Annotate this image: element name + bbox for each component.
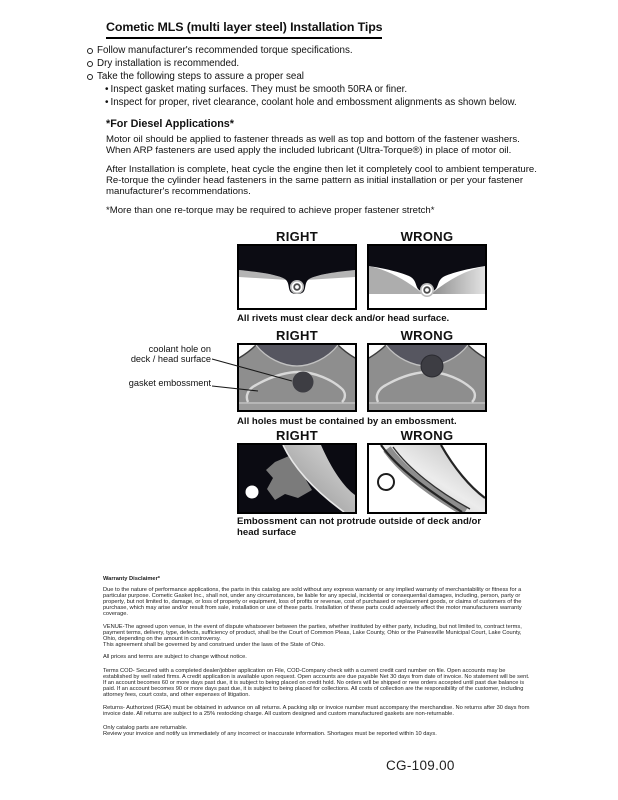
deck-edge-right-illustration [239,445,355,512]
right-label-row2: RIGHT [276,328,318,343]
right-label-row1: RIGHT [276,229,318,244]
wrong-label-row3: WRONG [400,428,454,443]
dot-bullet-icon: • [105,97,109,108]
deck-edge-wrong-diagram [367,443,487,514]
tip-subtext: Inspect for proper, rivet clearance, coolant hole and embossment alignments as shown below. [110,97,517,108]
diesel-heading: *For Diesel Applications* [106,118,234,130]
embossment-right-diagram [237,343,357,412]
embossment-wrong-diagram [367,343,487,412]
page-code: CG-109.00 [386,758,455,773]
tips-list [87,44,557,109]
diesel-paragraph-1: Motor oil should be applied to fastener threads as well as top and bottom of the fastener washers. When ARP fasteners are used apply the included lubricant (Ultra-Torque®) in place of motor oil. [106,134,520,156]
wrong-label-row1: WRONG [400,229,454,244]
tip-text: Take the following steps to assure a proper seal [97,71,304,82]
circle-bullet-icon [87,61,93,67]
embossment-right-illustration [239,345,355,410]
prices-clause: All prices and terms are subject to change without notice. [103,653,247,660]
terms-cod-clause: Terms COD- Secured with a completed dealer/jobber application on File, COD-Company check with a current credit card number on file. Open accounts may be established by well rated firms. A credit application is available upon request. Open accounts are due payable Net 30 days from date of invoice. No statement will be sent. If an account becomes 60 or more days past due, it is subject to being placed on credit hold. No orders will be shipped or new orders accepted until past due balance is paid. If an account becomes 90 or more days past due, it is subject to being placed for collections. All costs of collection are the responsibility of the customer, including attorney fees, court costs, and other expenses of litigation. [103,668,530,699]
rivet-right-illustration [239,246,355,308]
deck-edge-right-diagram [237,443,357,514]
circle-bullet-icon [87,74,93,80]
embossment-wrong-illustration [369,345,485,410]
dot-bullet-icon: • [105,84,109,95]
tip-text: Follow manufacturer's recommended torque specifications. [97,45,353,56]
warranty-disclaimer: Due to the nature of performance applications, the parts in this catalog are sold without any express warranty or any implied warranty of merchantability or fitness for a particular purpose. Cometic Gasket Inc., shall not, under any circumstances, be liable for any special, incidental or consequential damages, including, person, party or property, but not limited to, damage, or loss of property or equipment, loss of profits or revenue, cost of purchased or replacement goods, or claims of customers of the purchase, which may arise and/or result from sale, installation or use of these parts. Installation of these parts could adversely affect the motor manufacturers warranty coverage. [103,587,522,618]
tip-row [87,70,557,83]
tip-subrow [105,96,557,109]
deck-edge-wrong-illustration [369,445,485,512]
tip-subtext: Inspect gasket mating surfaces. They must be smooth 50RA or finer. [110,84,408,95]
venue-clause: VENUE-The agreed upon venue, in the event of dispute whatsoever between the parties, whether instituted by either party, including, but not limited to, contract terms, payment terms, delivery, type, defects, sufficiency of product, shall be the Court of Common Pleas, Lake County, Ohio or the Painesville Municipal Court, Lake County, Ohio, depending on the amount in controversy. [103,623,522,642]
right-label-row3: RIGHT [276,428,318,443]
rivet-wrong-diagram [367,244,487,310]
row2-caption: All holes must be contained by an embossment. [237,416,457,427]
rivet-wrong-illustration [369,246,485,308]
diesel-paragraph-2: After Installation is complete, heat cycle the engine then let it completely cool to ambient temperature. Re-torque the cylinder head fasteners in the same pattern as initial installation or per your fastener manufacturer's recommendations. [106,164,537,197]
warranty-heading: Warranty Disclaimer* [103,576,161,582]
coolant-hole-callout-line2: deck / head surface [130,354,211,364]
tip-subrow [105,83,557,96]
rivet-right-diagram [237,244,357,310]
row3-caption: Embossment can not protrude outside of deck and/or head surface [237,516,482,538]
row1-caption: All rivets must clear deck and/or head surface. [237,313,450,324]
review-invoice-clause: Review your invoice and notify us immediately of any incorrect or inaccurate information. Shortages must be reported within 10 days. [103,730,437,737]
catalog-parts-clause: Only catalog parts are returnable. [103,724,188,731]
tip-text: Dry installation is recommended. [97,58,240,69]
page-title: Cometic MLS (multi layer steel) Installation Tips [106,20,382,39]
tip-row [87,44,557,57]
circle-bullet-icon [87,48,93,54]
coolant-hole-callout-line1: coolant hole on [148,344,211,354]
returns-clause: Returns- Authorized (RGA) must be obtained in advance on all returns. A packing slip or invoice number must accompany the merchandise. No returns after 30 days from invoice date. All returns are subject to a 25% restocking charge. All custom designed and custom manufactured gaskets are non-returnable. [103,704,530,717]
tip-row [87,57,557,70]
governing-law-clause: This agreement shall be governed by and construed under the laws of the State of Ohio. [103,641,325,648]
diesel-note: *More than one re-torque may be required to achieve proper fastener stretch* [106,205,435,216]
warranty-legal-block [103,576,532,737]
wrong-label-row2: WRONG [400,328,454,343]
gasket-embossment-callout: gasket embossment [128,378,211,388]
